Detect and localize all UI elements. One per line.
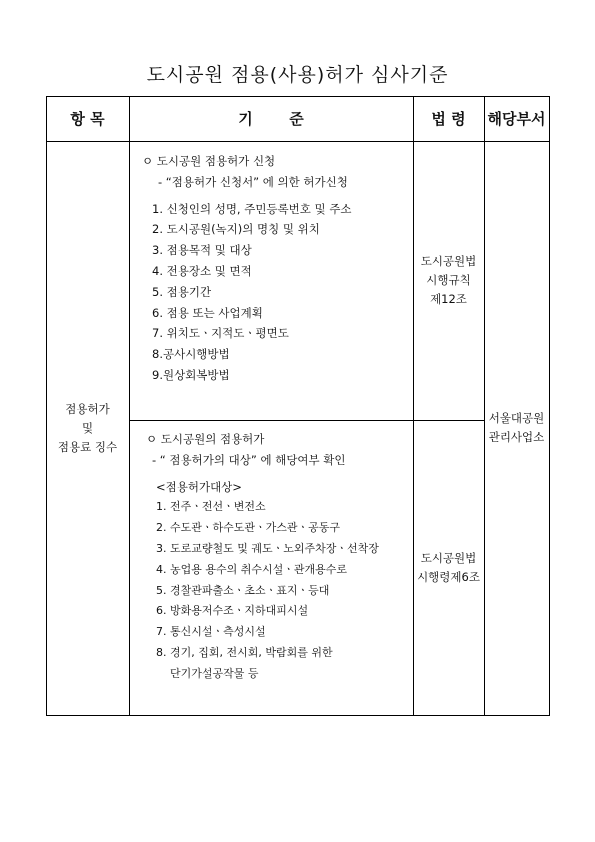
- list-item: 8. 경기, 집회, 전시회, 박람회를 위한: [156, 645, 333, 659]
- item-line: 점용료 징수: [57, 439, 118, 454]
- law-cell: [413, 141, 484, 420]
- header-law: 법 령: [431, 110, 466, 128]
- list-item: 6. 점용 또는 사업계획: [152, 305, 263, 320]
- law-cell: [413, 420, 484, 715]
- list-item: 9.원상회복방법: [152, 367, 230, 382]
- item-cell: [46, 141, 129, 715]
- criteria-section-application: [142, 151, 352, 386]
- header-item: 항 목: [70, 110, 105, 128]
- dept-line: 서울대공원: [488, 411, 545, 425]
- item-line: 및: [81, 420, 94, 435]
- table-right-border: [549, 96, 550, 715]
- page-title: 도시공원 점용(사용)허가 심사기준: [146, 64, 449, 86]
- section-subheading: - “점용허가 신청서” 에 의한 허가신청: [158, 174, 348, 189]
- table-bottom-border: [46, 715, 550, 716]
- list-item: 3. 도로교량철도 및 궤도ㆍ노외주차장ㆍ선착장: [156, 541, 379, 555]
- item-line: 점용허가: [65, 401, 110, 416]
- law-line: 시행령제6조: [417, 569, 480, 584]
- list-item: 5. 점용기간: [152, 284, 212, 299]
- section-subheading: - “ 점용허가의 대상” 에 해당여부 확인: [152, 452, 346, 467]
- list-item: 4. 농업용 용수의 취수시설ㆍ관개용수로: [156, 562, 347, 576]
- list-item: 7. 위치도ㆍ지적도ㆍ평면도: [152, 326, 289, 341]
- dept-cell: [484, 141, 549, 715]
- list-title: <점용허가대상>: [156, 479, 242, 494]
- section-heading: ㅇ 도시공원 점용허가 신청: [142, 154, 276, 168]
- list-item: 4. 전용장소 및 면적: [152, 263, 252, 278]
- law-line: 도시공원법: [420, 550, 477, 565]
- list-item: 1. 전주ㆍ전선ㆍ변전소: [156, 500, 266, 514]
- list-item: 1. 신청인의 성명, 주민등록번호 및 주소: [152, 201, 352, 216]
- list-item: 2. 도시공원(녹지)의 명칭 및 위치: [152, 222, 320, 237]
- list-item: 3. 점용목적 및 대상: [152, 243, 252, 258]
- section-heading: ㅇ 도시공원의 점용허가: [146, 432, 265, 446]
- list-item: 5. 경찰관파출소ㆍ초소ㆍ표지ㆍ등대: [156, 583, 330, 597]
- law-line: 제12조: [430, 292, 467, 306]
- law-line: 도시공원법: [420, 254, 477, 268]
- list-item: 8.공사시행방법: [152, 347, 230, 362]
- list-item: 6. 방화용저수조ㆍ지하대피시설: [156, 604, 309, 618]
- dept-line: 관리사업소: [488, 430, 545, 444]
- law-line: 시행규칙: [426, 273, 471, 287]
- header-criteria: 기 준: [238, 110, 304, 128]
- list-item: 7. 통신시설ㆍ측성시설: [156, 625, 266, 639]
- column-divider: [129, 96, 130, 715]
- header-dept: 해당부서: [487, 110, 546, 128]
- list-item: 2. 수도관ㆍ하수도관ㆍ가스관ㆍ공동구: [156, 521, 341, 535]
- list-item: 단기가설공작물 등: [156, 666, 259, 680]
- criteria-section-permit: [146, 429, 379, 685]
